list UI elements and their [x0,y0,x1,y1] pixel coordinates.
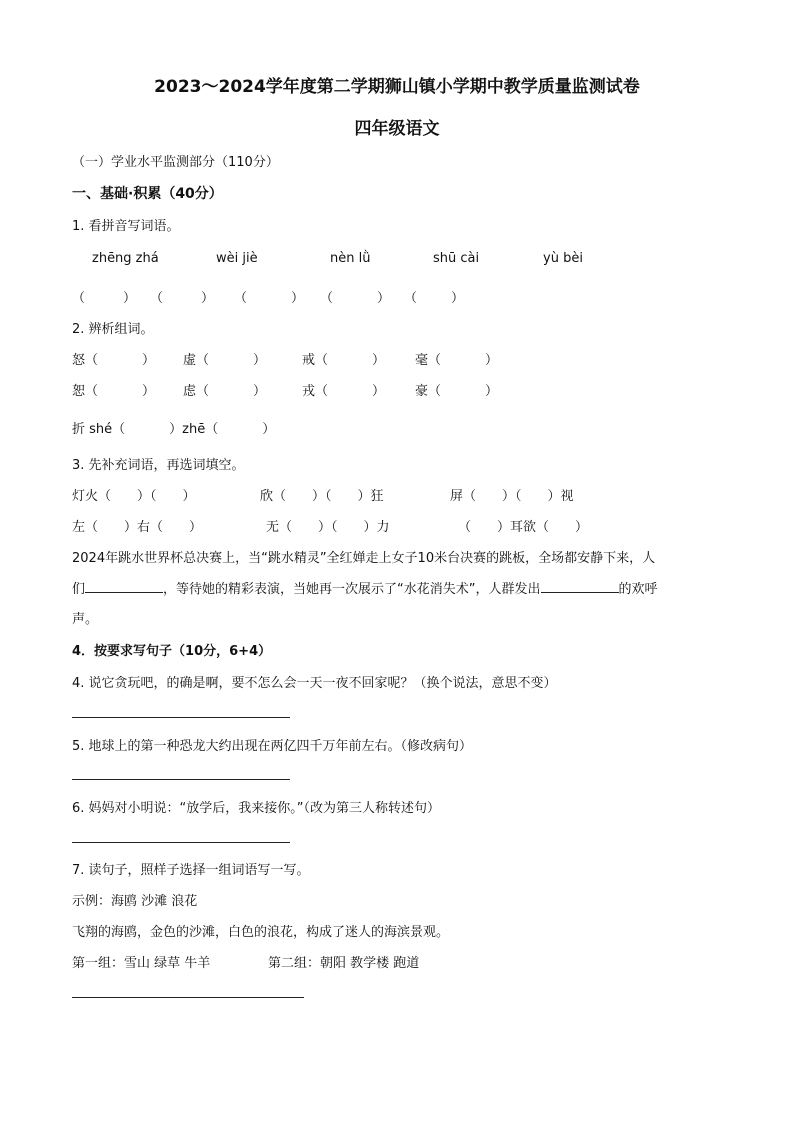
word-pair-3a[interactable]: 戒（ ） [302,353,386,368]
section-heading-1: 一、基础·积累（40分） [72,186,223,202]
idiom-3[interactable]: 屏（ ）（ ）视 [450,489,574,504]
part-heading: （一）学业水平监测部分（110分） [72,155,279,170]
answer-paren-3[interactable]: （ ） [234,291,305,306]
idiom-2[interactable]: 欣（ ）（ ）狂 [260,489,384,504]
word-pair-2a[interactable]: 虚（ ） [183,353,267,368]
fill-blank-1[interactable] [85,580,163,593]
idiom-5[interactable]: 无（ ）（ ）力 [266,520,390,535]
idiom-4[interactable]: 左（ ）右（ ） [72,520,203,535]
pinyin-4: shū cài [433,251,480,266]
word-pair-4b[interactable]: 豪（ ） [415,384,499,399]
word-group-1: 第一组：雪山 绿草 牛羊 [72,956,211,971]
idiom-1[interactable]: 灯火（ ）（ ） [72,489,196,504]
page-subtitle: 四年级语文 [354,119,440,139]
word-group-2: 第二组：朝阳 教学楼 跑道 [268,956,420,971]
question-4-text: 4. 说它贪玩吧，的确是啊，要不怎么会一天一夜不回家呢？（换个说法，意思不变） [72,676,557,691]
question-7-label: 7. 读句子，照样子选择一组词语写一写。 [72,863,310,878]
pinyin-1: zhēng zhá [92,251,159,266]
polyphone-zhe[interactable]: 折 shé（ ）zhē（ ） [72,422,276,437]
word-pair-2b[interactable]: 虑（ ） [183,384,267,399]
answer-paren-2[interactable]: （ ） [150,291,215,306]
question-7-sentence: 飞翔的海鸥，金色的沙滩，白色的浪花，构成了迷人的海滨景观。 [72,925,450,940]
question-5-text: 5. 地球上的第一种恐龙大约出现在两亿四千万年前左右。（修改病句） [72,739,473,754]
answer-line-4[interactable] [72,717,290,718]
word-pair-3b[interactable]: 戎（ ） [302,384,386,399]
question-2-label: 2. 辨析组词。 [72,322,154,337]
fill-blank-2[interactable] [541,580,619,593]
answer-line-7[interactable] [72,997,304,998]
fill-paragraph-line-1: 2024年跳水世界杯总决赛上，当“跳水精灵”全红婵走上女子10米台决赛的跳板，全场都安静下来，人 [72,551,656,566]
answer-paren-4[interactable]: （ ） [320,291,391,306]
idiom-6[interactable]: （ ）耳欲（ ） [458,520,589,535]
word-pair-1b[interactable]: 恕（ ） [72,384,156,399]
word-pair-4a[interactable]: 毫（ ） [415,353,499,368]
fill-paragraph-line-2: 们 ，等待她的精彩表演，当她再一次展示了“水花消失术”，人群发出 的欢呼 [72,582,658,597]
pinyin-2: wèi jiè [216,251,258,266]
section-heading-4: 4．按要求写句子（10分，6+4） [72,644,272,659]
fill-paragraph-line-3: 声。 [72,612,99,627]
word-pair-1a[interactable]: 怒（ ） [72,353,156,368]
pinyin-3: nèn lǜ [330,251,371,266]
answer-paren-5[interactable]: （ ） [404,291,465,306]
question-3-label: 3. 先补充词语，再选词填空。 [72,458,245,473]
question-7-example: 示例：海鸥 沙滩 浪花 [72,894,198,909]
question-1-label: 1. 看拼音写词语。 [72,219,180,234]
pinyin-5: yù bèi [543,251,583,266]
page-title: 2023～2024学年度第二学期狮山镇小学期中教学质量监测试卷 [154,77,640,97]
answer-paren-1[interactable]: （ ） [72,291,137,306]
answer-line-5[interactable] [72,779,290,780]
question-6-text: 6. 妈妈对小明说：“放学后，我来接你。”（改为第三人称转述句） [72,801,441,816]
answer-line-6[interactable] [72,842,290,843]
